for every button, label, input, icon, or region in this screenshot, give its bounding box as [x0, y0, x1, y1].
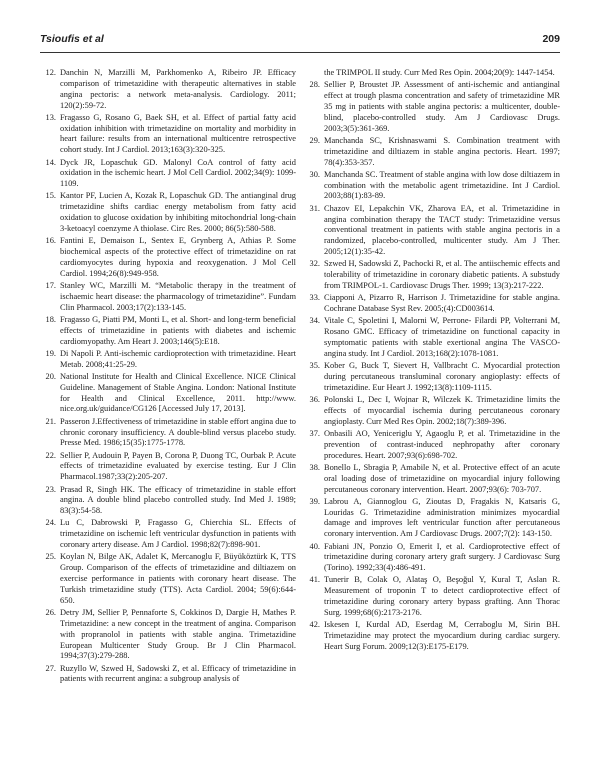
reference-text: Iskesen I, Kurdal AD, Eserdag M, Cerraboglu M, Sirin BH. Trimetazidine may protect the myocardium during cardiac surgery. Heart Surg Forum. 2009;12(3):E175-E179.	[324, 620, 560, 651]
reference-number: 35.	[309, 361, 320, 371]
reference-number: 29.	[309, 135, 320, 145]
reference-number: 19.	[45, 348, 56, 358]
reference-item	[304, 136, 560, 169]
reference-text: Labrou A, Giannoglou G, Zioutas D, Fragakis N, Katsaris G, Louridas G. Trimetazidine administration minimizes myocardial damage and improves left ventricular function after percutaneous coronary intervention. Am J Cardiovasc Drugs. 2007;7(2): 143-150.	[324, 496, 560, 539]
reference-item	[40, 349, 296, 371]
reference-item	[40, 191, 296, 234]
reference-number: 37.	[309, 428, 320, 438]
reference-item	[304, 361, 560, 394]
reference-number: 30.	[309, 169, 320, 179]
reference-number: 22.	[45, 450, 56, 460]
reference-item	[304, 620, 560, 653]
reference-number: 33.	[309, 293, 320, 303]
reference-text: Dyck JR, Lopaschuk GD. Malonyl CoA control of fatty acid oxidation in the ischemic heart. J Mol Cell Cardiol. 2002;34(9): 1099-1109.	[60, 157, 296, 189]
right-column	[304, 68, 560, 654]
reference-item	[304, 170, 560, 203]
reference-item	[40, 372, 296, 415]
reference-text: National Institute for Health and Clinical Excellence. NICE Clinical Guideline. Management of Stable Angina. London: National Institute for Health and Clinical Excellence, 2011. http://www. nice.org.uk/guidance/CG126 [Accessed July 17, 2013].	[60, 371, 296, 414]
reference-text: Ruzyllo W, Szwed H, Sadowski Z, et al. Efficacy of trimetazidine in patients with recurrent angina: a subgroup analysis of	[60, 663, 296, 684]
reference-text: Chazov EI, Lepakchin VK, Zharova EA, et al. Trimetazidine in angina combination therapy the TACT study: Trimetazidine versus conventional treatment in patients with stable angina pectoris in a randomized, placebo-controlled, multicenter study. Am J Ther. 2005;12(1):35-42.	[324, 203, 560, 257]
reference-text: Szwed H, Sadowski Z, Pachocki R, et al. The antiischemic effects and tolerability of trimetazidine in coronary diabetic patients. A substudy from TRIMPOL-1. Cardiovasc Drugs Ther. 1999; 13(3):217-222.	[324, 259, 560, 290]
reference-number: 34.	[309, 316, 320, 326]
reference-item	[40, 552, 296, 606]
reference-text: Fragasso G, Rosano G, Baek SH, et al. Effect of partial fatty acid oxidation inhibition with trimetazidine on mortality and morbidity in heart failure: results from an international multicentre retrospective cohort study. Int J Cardiol. 2013;163(3):320-325.	[60, 112, 296, 155]
reference-item	[304, 542, 560, 575]
reference-text: Kantor PF, Lucien A, Kozak R, Lopaschuk GD. The antianginal drug trimetazidine shifts cardiac energy metabolism from fatty acid oxidation to glucose oxidation by inhibiting mitochondrial long-chain 3-ketoacyl coenzyme A thiolase. Circ Res. 2000; 86(5):580-588.	[60, 191, 296, 233]
reference-item	[40, 485, 296, 518]
reference-item	[304, 575, 560, 618]
reference-item	[40, 315, 296, 348]
reference-number: 36.	[309, 394, 320, 404]
reference-item	[40, 451, 296, 484]
reference-text: Di Napoli P. Anti-ischemic cardioprotection with trimetazidine. Heart Metab. 2008;41:25-29.	[60, 348, 296, 369]
reference-text: Kober G, Buck T, Sievert H, Vallbracht C. Myocardial protection during percutaneous transluminal coronary angioplasty: effects of trimetazidine. Eur Heart J. 1992;13(8):1109-1115.	[324, 361, 560, 392]
reference-text: the TRIMPOL II study. Curr Med Res Opin. 2004;20(9): 1447-1454.	[324, 68, 555, 77]
reference-number: 38.	[309, 462, 320, 472]
reference-item	[304, 316, 560, 359]
reference-number: 20.	[45, 371, 56, 381]
reference-text: Manchanda SC. Treatment of stable angina with low dose diltiazem in combination with the metabolic agent trimetazidine. Int J Cardiol. 2003;88(1):83-89.	[324, 169, 560, 201]
running-title: Tsioufis et al	[40, 33, 104, 45]
reference-number: 32.	[309, 259, 320, 269]
reference-number: 42.	[309, 620, 320, 630]
reference-number: 27.	[45, 663, 56, 673]
reference-text: Sellier P, Audouin P, Payen B, Corona P, Duong TC, Ourbak P. Acute effects of trimetazidine evaluated by exercise testing. Eur J Clin Pharmacol.1987;33(2):205-207.	[60, 450, 296, 482]
reference-number: 26.	[45, 607, 56, 617]
reference-item	[304, 259, 560, 292]
reference-item	[304, 68, 560, 79]
reference-number: 40.	[309, 541, 320, 551]
reference-item	[40, 417, 296, 450]
reference-text: Bonello L, Sbragia P, Amabile N, et al. Protective effect of an acute oral loading dose of trimetazidine on myocardial injury following percutaneous coronary intervention. Heart. 2007;93(6): 703-707.	[324, 462, 560, 494]
reference-number: 23.	[45, 484, 56, 494]
reference-number: 31.	[309, 203, 320, 213]
reference-text: Sellier P, Broustet JP. Assessment of anti-ischemic and antianginal effect at trough plasma concentration and safety of trimetazidine MR 35 mg in patients with stable angina pectoris: a multicenter, double-blind, placebo-controlled study. Am J Cardiovasc Drugs. 2003;3(5):361-369.	[324, 80, 560, 133]
reference-number: 14.	[45, 157, 56, 167]
reference-number: 18.	[45, 314, 56, 324]
page-header	[40, 33, 560, 49]
reference-item	[40, 281, 296, 314]
reference-item	[40, 236, 296, 279]
reference-item	[304, 463, 560, 496]
reference-text: Stanley WC, Marzilli M. “Metabolic therapy in the treatment of ischaemic heart disease: the pharmacology of trimetazidine”. Fundam Clin Pharmacol. 2003;17(2):133-145.	[60, 280, 296, 312]
reference-text: Danchin N, Marzilli M, Parkhomenko A, Ribeiro JP. Efficacy comparison of trimetazidine with therapeutic alternatives in stable angina pectoris: a network meta-analysis. Cardiology. 2011; 120(2):59-72.	[60, 68, 296, 110]
header-rule	[40, 52, 560, 53]
reference-text: Polonski L, Dec I, Wojnar R, Wilczek K. Trimetazidine limits the effects of myocardial ischemia during percutaneous coronary angioplasty. Curr Med Res Opin. 2002;18(7):389-396.	[324, 394, 560, 426]
reference-item	[304, 395, 560, 428]
reference-text: Onbasili AO, Yeniceriglu Y, Agaoglu P, et al. Trimetazidine in the prevention of contrast-induced nephropathy after coronary procedures. Heart. 2007;93(6):698-702.	[324, 428, 560, 460]
reference-number: 21.	[45, 416, 56, 426]
reference-item	[40, 113, 296, 156]
reference-item	[40, 68, 296, 111]
page-number: 209	[542, 33, 560, 45]
reference-number: 13.	[45, 112, 56, 122]
reference-item	[40, 158, 296, 191]
reference-number: 41.	[309, 575, 320, 585]
reference-number: 17.	[45, 280, 56, 290]
reference-text: Fragasso G, Piatti PM, Monti L, et al. Short- and long-term beneficial effects of trimetazidine in patients with diabetes and ischemic cardiomyopathy. Am Heart J. 2003;146(5):E18.	[60, 314, 296, 346]
reference-text: Manchanda SC, Krishnaswami S. Combination treatment with trimetazidine and diltiazem in stable angina pectoris. Heart. 1997; 78(4):353-357.	[324, 135, 560, 167]
reference-item	[304, 80, 560, 134]
reference-item	[40, 664, 296, 686]
reference-text: Koylan N, Bilge AK, Adalet K, Mercanoglu F, Büyüköztürk K, TTS Group. Comparison of the effects of trimetazidine and diltiazem on exercise performance in patients with coronary heart disease. The Turkish trimetazidine study (TTS). Acta Cardiol. 2004; 59(6):644-650.	[60, 552, 296, 605]
reference-item	[304, 429, 560, 462]
reference-item	[304, 204, 560, 258]
reference-text: Vitale C, Spoletini I, Malorni W, Perrone- Filardi PP, Volterrani M, Rosano GMC. Efficacy of trimetazidine on functional capacity in symptomatic patients with stable exertional angina The VASCO-angina study. Int J Cardiol. 2013;168(2):1078-1081.	[324, 316, 560, 358]
reference-item	[40, 608, 296, 662]
reference-text: Fabiani JN, Ponzio O, Emerit I, et al. Cardioprotective effect of trimetazidine during coronary artery graft surgery. J Cardiovasc Surg (Torino). 1992;33(4):486-491.	[324, 541, 560, 573]
reference-number: 12.	[45, 68, 56, 77]
reference-item	[304, 497, 560, 540]
reference-number: 15.	[45, 191, 56, 201]
reference-item	[304, 293, 560, 315]
reference-text: Passeron J.Effectiveness of trimetazidine in stable effort angina due to chronic coronary insufficiency. A double-blind versus placebo study. Presse Med. 1986;15(35):1775-1778.	[60, 416, 296, 448]
reference-text: Fantini E, Demaison L, Sentex E, Grynberg A, Athias P. Some biochemical aspects of the protective effect of trimetazidine on rat cardiomyocytes during hypoxia and reoxygenation. J Mol Cell Cardiol. 1994;26(8):949-958.	[60, 236, 296, 278]
reference-text: Tunerir B, Colak O, Alataş O, Beşoğul Y, Kural T, Aslan R. Measurement of troponin T to detect cardioprotective effect of trimetazidine during coronary artery bypass grafting. Ann Thorac Surg. 1999;68(6):2173-2176.	[324, 575, 560, 617]
reference-number: 16.	[45, 236, 56, 246]
reference-text: Detry JM, Sellier P, Pennaforte S, Cokkinos D, Dargie H, Mathes P. Trimetazidine: a new concept in the treatment of angina. Comparison with propranolol in patients with stable angina. Trimetazidine European Multicenter Study Group. Br J Clin Pharmacol. 1994;37(3):279-288.	[60, 607, 296, 661]
reference-text: Ciapponi A, Pizarro R, Harrison J. Trimetazidine for stable angina. Cochrane Database Syst Rev. 2005;(4):CD003614.	[324, 293, 560, 314]
left-column	[40, 68, 296, 687]
reference-number: 28.	[309, 80, 320, 90]
reference-number: 24.	[45, 518, 56, 528]
reference-number: 39.	[309, 496, 320, 506]
reference-text: Prasad R, Singh HK. The efficacy of trimetazidine in stable effort angina. A double blind placebo controlled study. Ind Med J. 1989; 83(3):54-58.	[60, 484, 296, 516]
reference-number: 25.	[45, 552, 56, 562]
reference-item	[40, 518, 296, 551]
reference-text: Lu C, Dabrowski P, Fragasso G, Chierchia SL. Effects of trimetazidine on ischemic left ventricular dysfunction in patients with coronary artery disease. Am J Cardiol. 1998;82(7):898-901.	[60, 518, 296, 550]
